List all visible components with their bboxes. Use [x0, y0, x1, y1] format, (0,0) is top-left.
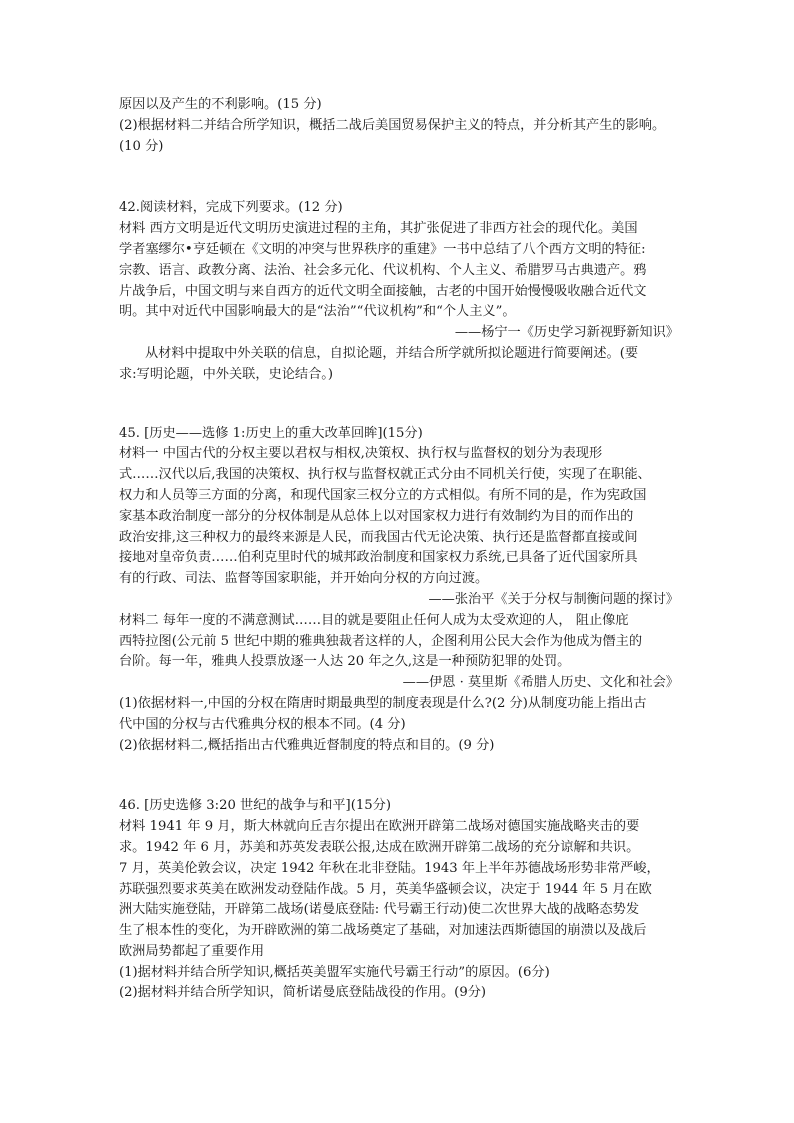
material-source: ——杨宁一《历史学习新视野新知识》 [454, 325, 679, 341]
exam-page [119, 95, 679, 1004]
material-line: 政治安排,这三种权力的最终来源是人民，而我国古代无论决策、执行还是监督都直接或间 [119, 529, 638, 545]
question-46 [119, 796, 679, 1004]
question-prompt: (2)依据材料二,概括指出古代雅典近督制度的特点和目的。(9 分) [119, 737, 495, 753]
material-line: 家基本政治制度一部分的分权体制是从总体上以对国家权力进行有效制约为目的而作出的 [119, 508, 634, 524]
material-source: ——张治平《关于分权与制衡问题的探讨》 [428, 591, 679, 607]
material-line: 求。1942 年 6 月，苏美和苏英发表联公报,达成在欧洲开辟第二战场的充分谅解和共识。 [119, 839, 640, 855]
material-line: 有的行政、司法、监督等国家职能，并开始向分权的方向过渡。 [119, 571, 489, 587]
question-title: 45. [历史——选修 1:历史上的重大改革回眸](15分) [119, 425, 423, 441]
question-prompt: (1)依据材料一,中国的分权在隋唐时期最典型的制度表现是什么?(2 分)从制度功能上指出古 [119, 695, 647, 711]
material-line: 台阶。每一年，雅典人投票放逐一人达 20 年之久,这是一种预防犯罪的处罚。 [119, 654, 571, 670]
material-line: 接地对皇帝负责……伯利克里时代的城邦政治制度和国家权力系统,已具备了近代国家所具 [119, 550, 638, 566]
question-title: 42.阅读材料，完成下列要求。(12 分) [119, 200, 343, 216]
material-line: 片战争后，中国文明与来自西方的近代文明全面接触，古老的中国开始慢慢吸收融合近代文 [119, 283, 647, 299]
question-41-tail [119, 95, 679, 157]
material-line: 7 月，英美伦敦会议，决定 1942 年秋在北非登陆。1943 年上半年苏德战场形势非常严峻， [119, 860, 660, 876]
text-line: (10 分) [119, 138, 164, 154]
text-line: 原因以及产生的不利影响。(15 分) [119, 97, 322, 112]
material-line: 西特拉图(公元前 5 世纪中期的雅典独裁者这样的人，企图利用公民大会作为他成为僭主的 [119, 633, 643, 649]
question-45 [119, 424, 679, 757]
question-prompt: (2)据材料并结合所学知识，简析诺曼底登陆战役的作用。(9分) [119, 985, 487, 1001]
material-line: 学者塞缪尔•亨廷顿在《文明的冲突与世界秩序的重建》一书中总结了八个西方文明的特征: [119, 241, 646, 257]
material-line: 生了根本性的变化，为开辟欧洲的第二战场奠定了基础，对加速法西斯德国的崩溃以及战后 [119, 923, 647, 939]
question-prompt: 代中国的分权与古代雅典分权的根本不同。(4 分) [119, 716, 406, 732]
material-source: ——伊恩 · 莫里斯《希腊人历史、文化和社会》 [402, 675, 679, 691]
material-line: 权力和人员等三方面的分离，和现代国家三权分立的方式相似。有所不同的是，作为宪政国 [119, 487, 647, 503]
material-line: 欧洲局势都起了重要作用 [119, 943, 265, 959]
question-42 [119, 198, 679, 385]
material-line: 式……汉代以后,我国的决策权、执行权与监督权就正式分由不同机关行使，实现了在职能、 [119, 467, 651, 483]
material-line: 材料 1941 年 9 月，斯大林就向丘吉尔提出在欧洲开辟第二战场对德国实施战略夹击的要 [119, 819, 640, 835]
question-prompt: (1)据材料并结合所学知识,概括英美盟军实施代号霸王行动”的原因。(6分) [119, 964, 550, 980]
material-line: 洲大陆实施登陆，开辟第二战场(诺曼底登陆: 代号霸王行动)使二次世界大战的战略态势发 [119, 902, 640, 918]
material-line: 明。其中对近代中国影响最大的是“法治”“代议机构”和“个人主义”。 [119, 304, 516, 320]
question-title: 46. [历史选修 3:20 世纪的战争与和平](15分) [119, 798, 391, 814]
material-line: 材料二 每年一度的不满意测试……目的就是要阻止任何人成为太受欢迎的人， 阻止像庇 [119, 612, 629, 628]
question-prompt: 求:写明论题，中外关联，史论结合。) [119, 366, 333, 382]
question-prompt: 从材料中提取中外关联的信息，自拟论题，并结合所学就所拟论题进行简要阐述。(要 [145, 345, 639, 361]
material-line: 宗教、语言、政教分离、法治、社会多元化、代议机构、个人主义、希腊罗马古典遗产。鸦 [119, 262, 647, 278]
material-line: 材料一 中国古代的分权主要以君权与相权,决策权、执行权与监督权的划分为表现形 [119, 446, 603, 462]
text-line: (2)根据材料二并结合所学知识，概括二战后美国贸易保护主义的特点，并分析其产生的影响。 [119, 117, 666, 133]
material-line: 苏联强烈要求英美在欧洲发动登陆作战。5 月，英美华盛顿会议，决定于 1944 年 5 月在欧 [119, 881, 652, 897]
material-line: 材料 西方文明是近代文明历史演进过程的主角，其扩张促进了非西方社会的现代化。美国 [119, 221, 638, 237]
